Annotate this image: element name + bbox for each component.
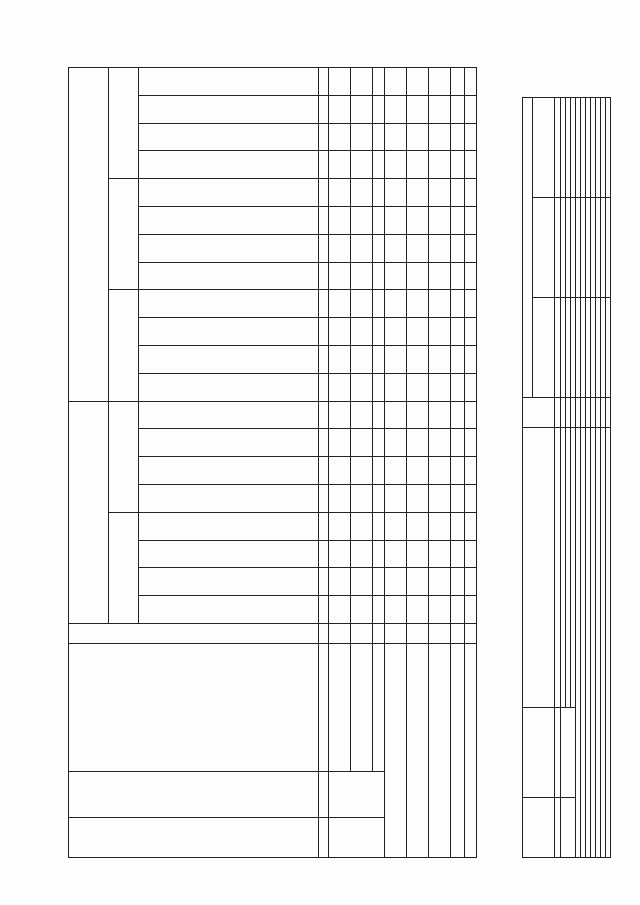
row-code — [329, 624, 351, 644]
col-header — [139, 346, 319, 374]
cell — [351, 123, 373, 151]
cell — [351, 457, 373, 485]
cell — [429, 512, 451, 540]
row-label — [429, 644, 451, 858]
cell — [329, 95, 351, 123]
col-header — [139, 568, 319, 596]
col-number — [319, 318, 329, 346]
table-row — [451, 68, 465, 858]
cell — [351, 179, 373, 207]
cell — [351, 95, 373, 123]
cell — [373, 485, 385, 513]
cell — [407, 207, 429, 235]
col-header-group — [69, 401, 109, 623]
col-header-group — [523, 98, 533, 398]
cell — [385, 485, 407, 513]
cell — [373, 401, 385, 429]
column-number-row — [319, 68, 329, 858]
cell — [606, 98, 611, 198]
cell — [329, 346, 351, 374]
col-number — [319, 596, 329, 624]
cell — [385, 262, 407, 290]
cell — [465, 318, 477, 346]
cell — [407, 373, 429, 401]
cell — [429, 95, 451, 123]
cell — [373, 123, 385, 151]
cell — [385, 568, 407, 596]
col-header — [523, 798, 555, 858]
cell — [329, 318, 351, 346]
col-header — [139, 485, 319, 513]
cell — [373, 512, 385, 540]
cell — [385, 234, 407, 262]
col-header — [533, 198, 555, 298]
col-header-group — [69, 68, 109, 402]
cell — [465, 512, 477, 540]
col-header — [139, 123, 319, 151]
cell — [329, 568, 351, 596]
col-number — [319, 401, 329, 429]
cell — [407, 540, 429, 568]
cell — [465, 596, 477, 624]
cell — [385, 457, 407, 485]
cell — [465, 207, 477, 235]
cell — [351, 234, 373, 262]
col-subheader — [109, 179, 139, 290]
cell — [351, 568, 373, 596]
cell — [329, 151, 351, 179]
col-number — [319, 95, 329, 123]
cell — [429, 318, 451, 346]
cell — [373, 262, 385, 290]
cell — [385, 596, 407, 624]
col-number — [319, 151, 329, 179]
table-row — [329, 68, 351, 858]
col-number — [319, 624, 329, 644]
cell — [407, 234, 429, 262]
cell — [385, 151, 407, 179]
table-2 — [522, 97, 611, 858]
cell — [373, 373, 385, 401]
row-label — [329, 644, 351, 772]
col-number — [319, 540, 329, 568]
cell — [429, 429, 451, 457]
cell — [451, 151, 465, 179]
cell — [329, 179, 351, 207]
cell — [351, 540, 373, 568]
cell — [429, 457, 451, 485]
cell — [429, 179, 451, 207]
cell — [373, 540, 385, 568]
cell — [407, 262, 429, 290]
cell — [606, 298, 611, 398]
cell — [329, 485, 351, 513]
col-header — [139, 596, 319, 624]
cell — [429, 485, 451, 513]
col-number — [319, 457, 329, 485]
cell — [451, 123, 465, 151]
cell — [385, 68, 407, 96]
cell — [385, 346, 407, 374]
cell — [351, 373, 373, 401]
table-row — [407, 68, 429, 858]
cell — [465, 485, 477, 513]
cell — [329, 373, 351, 401]
col-header — [523, 398, 555, 428]
cell — [465, 290, 477, 318]
cell — [407, 123, 429, 151]
row-code — [373, 624, 385, 644]
cell — [465, 151, 477, 179]
row-label — [451, 644, 465, 858]
cell — [351, 207, 373, 235]
col-header — [139, 429, 319, 457]
row-label — [465, 644, 477, 858]
cell — [373, 457, 385, 485]
col-number — [319, 512, 329, 540]
table-row — [606, 98, 611, 858]
col-subheader — [109, 290, 139, 401]
cell — [429, 568, 451, 596]
row-label — [351, 644, 373, 772]
cell — [407, 290, 429, 318]
cell — [429, 262, 451, 290]
cell — [407, 95, 429, 123]
cell — [407, 485, 429, 513]
cell — [351, 318, 373, 346]
cell — [373, 429, 385, 457]
cell — [373, 346, 385, 374]
col-header — [139, 318, 319, 346]
cell — [407, 318, 429, 346]
col-header — [139, 179, 319, 207]
cell — [351, 485, 373, 513]
cell — [329, 207, 351, 235]
cell — [465, 234, 477, 262]
row-label — [606, 428, 611, 858]
cell — [329, 429, 351, 457]
cell — [329, 818, 385, 858]
cell — [385, 401, 407, 429]
cell — [407, 512, 429, 540]
cell — [351, 429, 373, 457]
rotated-form — [40, 50, 600, 870]
cell — [429, 540, 451, 568]
cell — [451, 596, 465, 624]
cell — [407, 68, 429, 96]
col-number — [319, 262, 329, 290]
cell — [465, 568, 477, 596]
col-number — [319, 644, 329, 772]
cell — [351, 512, 373, 540]
cell — [329, 772, 385, 818]
cell — [329, 457, 351, 485]
cell — [407, 179, 429, 207]
row-code — [451, 624, 465, 644]
col-number — [319, 179, 329, 207]
row-code — [351, 624, 373, 644]
cell — [385, 95, 407, 123]
table-row — [373, 68, 385, 858]
col-number — [319, 485, 329, 513]
cell — [351, 151, 373, 179]
cell — [451, 512, 465, 540]
cell — [407, 151, 429, 179]
cell — [451, 457, 465, 485]
cell — [385, 207, 407, 235]
col-header — [69, 818, 319, 858]
cell — [407, 596, 429, 624]
cell — [329, 262, 351, 290]
cell — [429, 290, 451, 318]
cell — [385, 429, 407, 457]
cell — [465, 68, 477, 96]
cell — [429, 596, 451, 624]
cell — [451, 290, 465, 318]
col-header — [69, 772, 319, 818]
cell — [429, 234, 451, 262]
cell — [451, 568, 465, 596]
cell — [451, 262, 465, 290]
cell — [407, 346, 429, 374]
col-number — [319, 346, 329, 374]
cell — [429, 123, 451, 151]
cell — [329, 290, 351, 318]
col-number — [319, 818, 329, 858]
table-row — [465, 68, 477, 858]
cell — [385, 540, 407, 568]
col-header — [69, 644, 319, 772]
cell — [451, 540, 465, 568]
cell — [385, 290, 407, 318]
cell — [429, 401, 451, 429]
col-header — [139, 207, 319, 235]
cell — [451, 346, 465, 374]
cell — [451, 429, 465, 457]
row-label — [407, 644, 429, 858]
cell — [351, 290, 373, 318]
cell — [373, 318, 385, 346]
col-header — [139, 512, 319, 540]
cell — [465, 179, 477, 207]
cell — [385, 179, 407, 207]
cell — [429, 151, 451, 179]
col-number — [319, 772, 329, 818]
cell — [329, 401, 351, 429]
col-header — [139, 151, 319, 179]
col-subheader — [109, 68, 139, 179]
cell — [451, 318, 465, 346]
cell — [429, 68, 451, 96]
cell — [407, 401, 429, 429]
row-code — [429, 624, 451, 644]
cell — [385, 123, 407, 151]
cell — [465, 346, 477, 374]
col-header — [533, 98, 555, 198]
row-code — [606, 398, 611, 428]
cell — [465, 373, 477, 401]
cell — [451, 179, 465, 207]
cell — [329, 234, 351, 262]
col-header — [139, 95, 319, 123]
cell — [465, 95, 477, 123]
cell — [407, 568, 429, 596]
cell — [373, 151, 385, 179]
cell — [451, 68, 465, 96]
table-row — [429, 68, 451, 858]
cell — [606, 198, 611, 298]
table-row — [385, 68, 407, 858]
col-header — [139, 290, 319, 318]
cell — [465, 540, 477, 568]
cell — [561, 798, 576, 858]
col-header — [139, 68, 319, 96]
cell — [385, 318, 407, 346]
col-number — [319, 123, 329, 151]
cell — [429, 346, 451, 374]
col-number — [319, 373, 329, 401]
cell — [465, 262, 477, 290]
col-header — [139, 373, 319, 401]
cell — [561, 708, 576, 798]
row-label — [385, 644, 407, 858]
col-subheader — [109, 401, 139, 512]
cell — [351, 401, 373, 429]
cell — [373, 207, 385, 235]
col-number — [319, 207, 329, 235]
table-row — [351, 68, 373, 858]
col-header — [523, 708, 555, 798]
cell — [385, 512, 407, 540]
col-header — [139, 540, 319, 568]
table-1 — [68, 67, 477, 858]
cell — [407, 429, 429, 457]
cell — [373, 234, 385, 262]
col-header — [139, 262, 319, 290]
col-header — [139, 457, 319, 485]
cell — [329, 540, 351, 568]
col-header — [139, 401, 319, 429]
cell — [429, 373, 451, 401]
cell — [451, 207, 465, 235]
cell — [385, 373, 407, 401]
cell — [465, 401, 477, 429]
cell — [407, 457, 429, 485]
cell — [351, 596, 373, 624]
cell — [465, 429, 477, 457]
cell — [451, 234, 465, 262]
cell — [351, 262, 373, 290]
row-code — [385, 624, 407, 644]
cell — [451, 373, 465, 401]
row-label — [373, 644, 385, 772]
col-number — [319, 429, 329, 457]
cell — [429, 207, 451, 235]
cell — [451, 485, 465, 513]
col-subheader — [109, 512, 139, 623]
cell — [373, 290, 385, 318]
cell — [329, 68, 351, 96]
cell — [373, 596, 385, 624]
cell — [465, 123, 477, 151]
col-number — [319, 68, 329, 96]
cell — [351, 346, 373, 374]
cell — [329, 596, 351, 624]
col-header — [139, 234, 319, 262]
col-number — [319, 290, 329, 318]
row-code — [465, 624, 477, 644]
cell — [373, 95, 385, 123]
col-number — [319, 568, 329, 596]
col-number — [319, 234, 329, 262]
cell — [465, 457, 477, 485]
cell — [373, 568, 385, 596]
cell — [451, 401, 465, 429]
cell — [329, 123, 351, 151]
col-header — [69, 624, 319, 644]
cell — [329, 512, 351, 540]
cell — [373, 179, 385, 207]
col-header — [523, 428, 555, 708]
cell — [351, 68, 373, 96]
cell — [373, 68, 385, 96]
col-header — [533, 298, 555, 398]
cell — [451, 95, 465, 123]
row-code — [407, 624, 429, 644]
